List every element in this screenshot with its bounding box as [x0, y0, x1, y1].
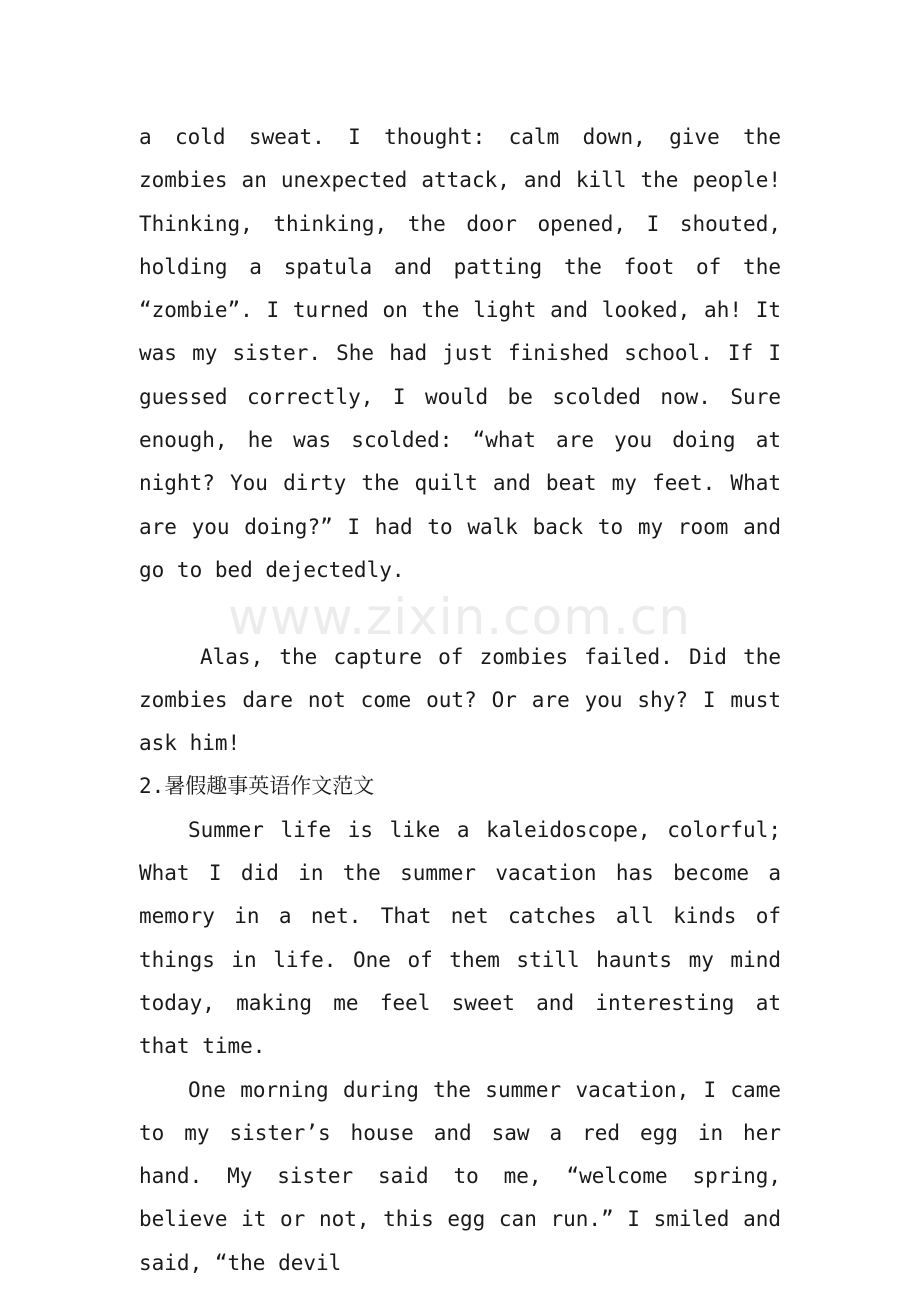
document-page: [139, 116, 781, 1285]
paragraph-red-egg: One morning during the summer vacation, I came to my sister’s house and saw a red egg in her hand. My sister said to me, “welcome spring, believe it or not, this egg can run.” I smiled and said, “the devil: [139, 1077, 781, 1275]
paragraph-zombie-night: a cold sweat. I thought: calm down, give the zombies an unexpected attack, and kill the people! Thinking, thinking, the door opened, I shouted, holding a spatula and patting the foot of the “zombie”. I turned on the light and looked, ah! It was my sister. She had just finished school. If I guessed correctly, I would be scolded now. Sure enough, he was scolded: “what are you doing at night? You dirty the quilt and beat my feet. What are you doing?” I had to walk back to my room and go to bed dejectedly.: [139, 125, 781, 582]
paragraph-capture-failed: Alas, the capture of zombies failed. Did the zombies dare not come out? Or are you shy? I must ask him!: [139, 644, 781, 756]
watermark-text: www.zixin.com.cn: [228, 588, 692, 646]
paragraph-gap: [139, 592, 781, 635]
section-heading: 2.暑假趣事英语作文范文: [139, 774, 375, 799]
paragraph-summer-life: Summer life is like a kaleidoscope, colorful; What I did in the summer vacation has become a memory in a net. That net catches all kinds of things in life. One of them still haunts my mind today, making me feel sweet and interesting at that time.: [139, 817, 781, 1059]
